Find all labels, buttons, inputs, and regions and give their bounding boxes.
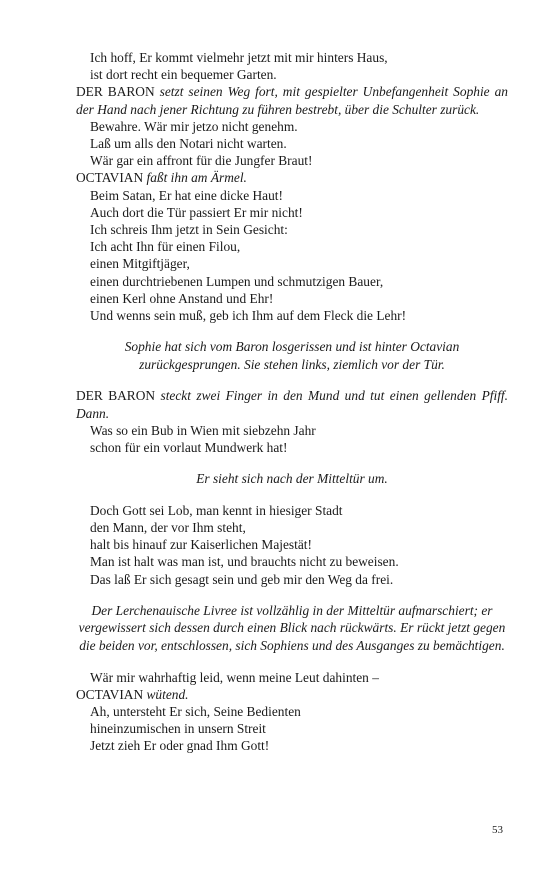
stage-direction: Der Lerchenauische Livree ist vollzählig in der Mitteltür aufmarschiert; er vergewissert sich dessen durch einen Blick nach rückwärts. Er rückt jetzt gegen die beiden vor, entschlossen, sich Sophiens und des Ausganges zu bemächtigen.: [78, 602, 506, 654]
speaker-line: [76, 387, 508, 421]
speaker-name: DER BARON: [76, 84, 155, 100]
verse-line: schon für ein vorlaut Mundwerk hat!: [90, 440, 288, 456]
verse-line: hineinzumischen in unsern Streit: [90, 721, 266, 737]
verse-line: Bewahre. Wär mir jetzo nicht genehm.: [90, 118, 298, 134]
verse-line: Wär gar ein affront für die Jungfer Braut!: [90, 153, 313, 169]
speaker-line: [76, 169, 508, 186]
stage-direction-inline: setzt seinen Weg fort, mit gespielter Unbefangenheit Sophie an der Hand nach jener Richtung zu führen bestrebt, über die Schulter zurück.: [76, 84, 508, 117]
spacer: [76, 588, 508, 602]
verse-line: Was so ein Bub in Wien mit siebzehn Jahr: [90, 422, 316, 438]
verse-line: Ich hoff, Er kommt vielmehr jetzt mit mir hinters Haus,: [90, 50, 388, 65]
speaker-name: OCTAVIAN: [76, 170, 144, 186]
stage-direction: Sophie hat sich vom Baron losgerissen und ist hinter Octavian zurückgesprungen. Sie stehen links, ziemlich vor der Tür.: [124, 339, 460, 372]
verse-line: Und wenns sein muß, geb ich Ihm auf dem Fleck die Lehr!: [90, 308, 407, 324]
speaker-name: OCTAVIAN: [76, 686, 144, 702]
spacer: [76, 373, 508, 387]
verse-line: einen Mitgiftjäger,: [90, 256, 190, 272]
verse-line: Wär mir wahrhaftig leid, wenn meine Leut dahinten –: [90, 669, 379, 685]
verse-line: halt bis hinauf zur Kaiserlichen Majestät!: [90, 537, 312, 553]
verse-line: Jetzt zieh Er oder gnad Ihm Gott!: [90, 738, 270, 754]
page-number: 53: [492, 824, 503, 836]
verse-line: den Mann, der vor Ihm steht,: [90, 520, 246, 536]
verse-line: Ich schreis Ihm jetzt in Sein Gesicht:: [90, 222, 288, 238]
speaker-line: [76, 83, 508, 117]
stage-direction-inline: steckt zwei Finger in den Mund und tut einen gellenden Pfiff. Dann.: [76, 388, 508, 421]
verse-line: Man ist halt was man ist, und brauchts nicht zu beweisen.: [90, 554, 399, 570]
verse-line: Laß um alls den Notari nicht warten.: [90, 136, 287, 152]
verse-line: einen Kerl ohne Anstand und Ehr!: [90, 290, 274, 306]
verse-line: einen durchtriebenen Lumpen und schmutzigen Bauer,: [90, 273, 384, 289]
verse-line: Ah, untersteht Er sich, Seine Bedienten: [90, 704, 301, 720]
verse-line: Doch Gott sei Lob, man kennt in hiesiger Stadt: [90, 502, 343, 518]
play-text: [76, 49, 508, 755]
verse-line: Das laß Er sich gesagt sein und geb mir den Weg da frei.: [90, 571, 394, 587]
spacer: [76, 456, 508, 470]
speaker-line: [76, 686, 508, 703]
stage-direction-inline: faßt ihn am Ärmel.: [143, 170, 247, 186]
spacer: [76, 655, 508, 669]
verse-line: Auch dort die Tür passiert Er mir nicht!: [90, 204, 303, 220]
verse-line: Beim Satan, Er hat eine dicke Haut!: [90, 187, 283, 203]
verse-line: Ich acht Ihn für einen Filou,: [90, 239, 241, 255]
verse-line: ist dort recht ein bequemer Garten.: [90, 67, 277, 83]
spacer: [76, 488, 508, 502]
stage-direction-inline: wütend.: [143, 686, 189, 702]
speaker-name: DER BARON: [76, 388, 156, 404]
spacer: [76, 324, 508, 338]
stage-direction: Er sieht sich nach der Mitteltür um.: [196, 471, 388, 487]
